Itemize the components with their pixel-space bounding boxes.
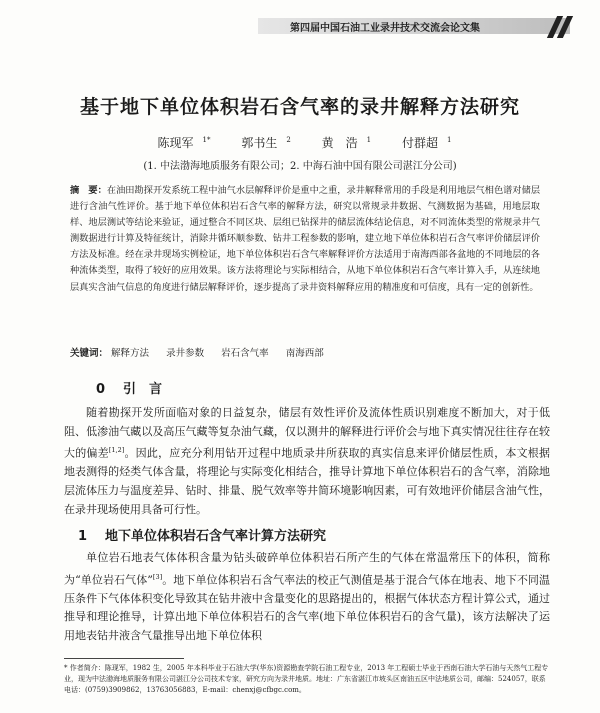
author-footnote: * 作者简介：陈现军，1982 生，2005 年本科毕业于石油大学(华东)资源勘查学院石油工程专业，2013 年工程硕士毕业于西南石油大学石油与天然气工程专业，现为中法渤海地质服务有限公司湛江分公司技术专家，研究方向为录井地质。地址：广东省湛江市坡头区南油五区中法地质公司，邮编：524057，联系电话：(0759)3909862，13763056883，E-mail：chenxj@cfbgc.com。 [64, 664, 549, 694]
citation: [3] [152, 572, 163, 581]
abstract-text: 在油田勘探开发系统工程中油气水层解释评价是重中之重，录井解释常用的手段是利用地层气相色谱对储层进行含油气性评价。基于地下单位体积岩石含气率的解释方法，研究以常规录井数据、气测数据为基础，用地层取样、地层测试等结论来验证，通过整合不同区块、层组已钻探井的储层流体结论信息，对不同流体类型的常规录井气测数据进行计算及特征统计，消除井循环顺参数、钻井工程参数的影响，建立地下单位体积岩石含气率评价储层评价方法及标准。经在录井现场实例检证，地下单位体积岩石含气率解释评价方法适用于南海西部各盆地的不同地层的各种流体类型，取得了较好的应用效果。该方法将理论与实际相结合，从地下单位体积岩石含气率计算入手，从连续地层真实含油气信息的角度进行储层解释评价，逐步提高了录井资料解释应用的精准度和可信度，具有一定的创新性。 [70, 185, 541, 293]
author: 付群超 $^1$ [401, 136, 452, 150]
abstract [70, 183, 540, 296]
author: 陈现军 $^{1*}$ [157, 136, 211, 150]
section-1-paragraph: 单位岩石地表气体体积含量为钻头破碎单位体积岩石所产生的气体在常温常压下的体积，简称为“单位岩石气体”[3]。地下单位体积岩石含气率法的校正气测值是基于混合气体在地表、地下不同温压条件下气体体积变化导致其在钻井液中含量变化的思路提出的，根据气体状态方程计算公式，通过推导和理论推导，计算出地下单位体积岩石的含气率(地下单位体积岩石的含气量)，该方法解决了运用地表钻井液含气量推导出地下单位体积 [64, 551, 550, 643]
keywords [70, 345, 540, 359]
introduction-paragraph: 随着勘探开发所面临对象的日益复杂，储层有效性评价及流体性质识别难度不断加大，对于低阻、低渗油气藏以及高压气藏等复杂油气藏，仅以测井的解释进行评价会与地下真实情况往往存在较大的偏差[1,2]。因此，应充分利用钻开过程中地质录井所获取的真实信息来评价储层性质，本文根据地表测得的烃类气体含量，将理论与实际变化相结合，推导计算地下单位体积岩石的含气率，消除地层流体压力与温度差异、钻时、排量、脱气效率等井简环境影响因素，可有效地评价储层含油气性，在录井现场使用具备可行性。 [64, 406, 551, 516]
keywords-label: 关键词： [70, 348, 109, 359]
author-list [0, 134, 600, 151]
keyword: 解释方法 [111, 348, 150, 359]
keyword: 录井参数 [166, 348, 205, 359]
keyword: 南海西部 [285, 348, 324, 359]
citation: [1,2] [108, 446, 125, 455]
footnote-rule [64, 658, 184, 659]
journal-header: 第四届中国石油工业录井技术交流会论文集 [290, 23, 480, 34]
paper-title: 基于地下单位体积岩石含气率的录井解释方法研究 [79, 96, 520, 118]
abstract-label: 摘 要： [70, 185, 107, 196]
keyword: 岩石含气率 [221, 348, 269, 359]
section-heading-1: 1 地下单位体积岩石含气率计算方法研究 [78, 529, 327, 544]
section-heading-introduction: 0 引 言 [96, 382, 163, 397]
author: 郭书生 $^2$ [241, 136, 291, 150]
affiliation: (1. 中法渤海地质服务有限公司；2. 中海石油中国有限公司湛江分公司) [143, 161, 457, 172]
author: 黄 浩 $^1$ [321, 136, 372, 150]
